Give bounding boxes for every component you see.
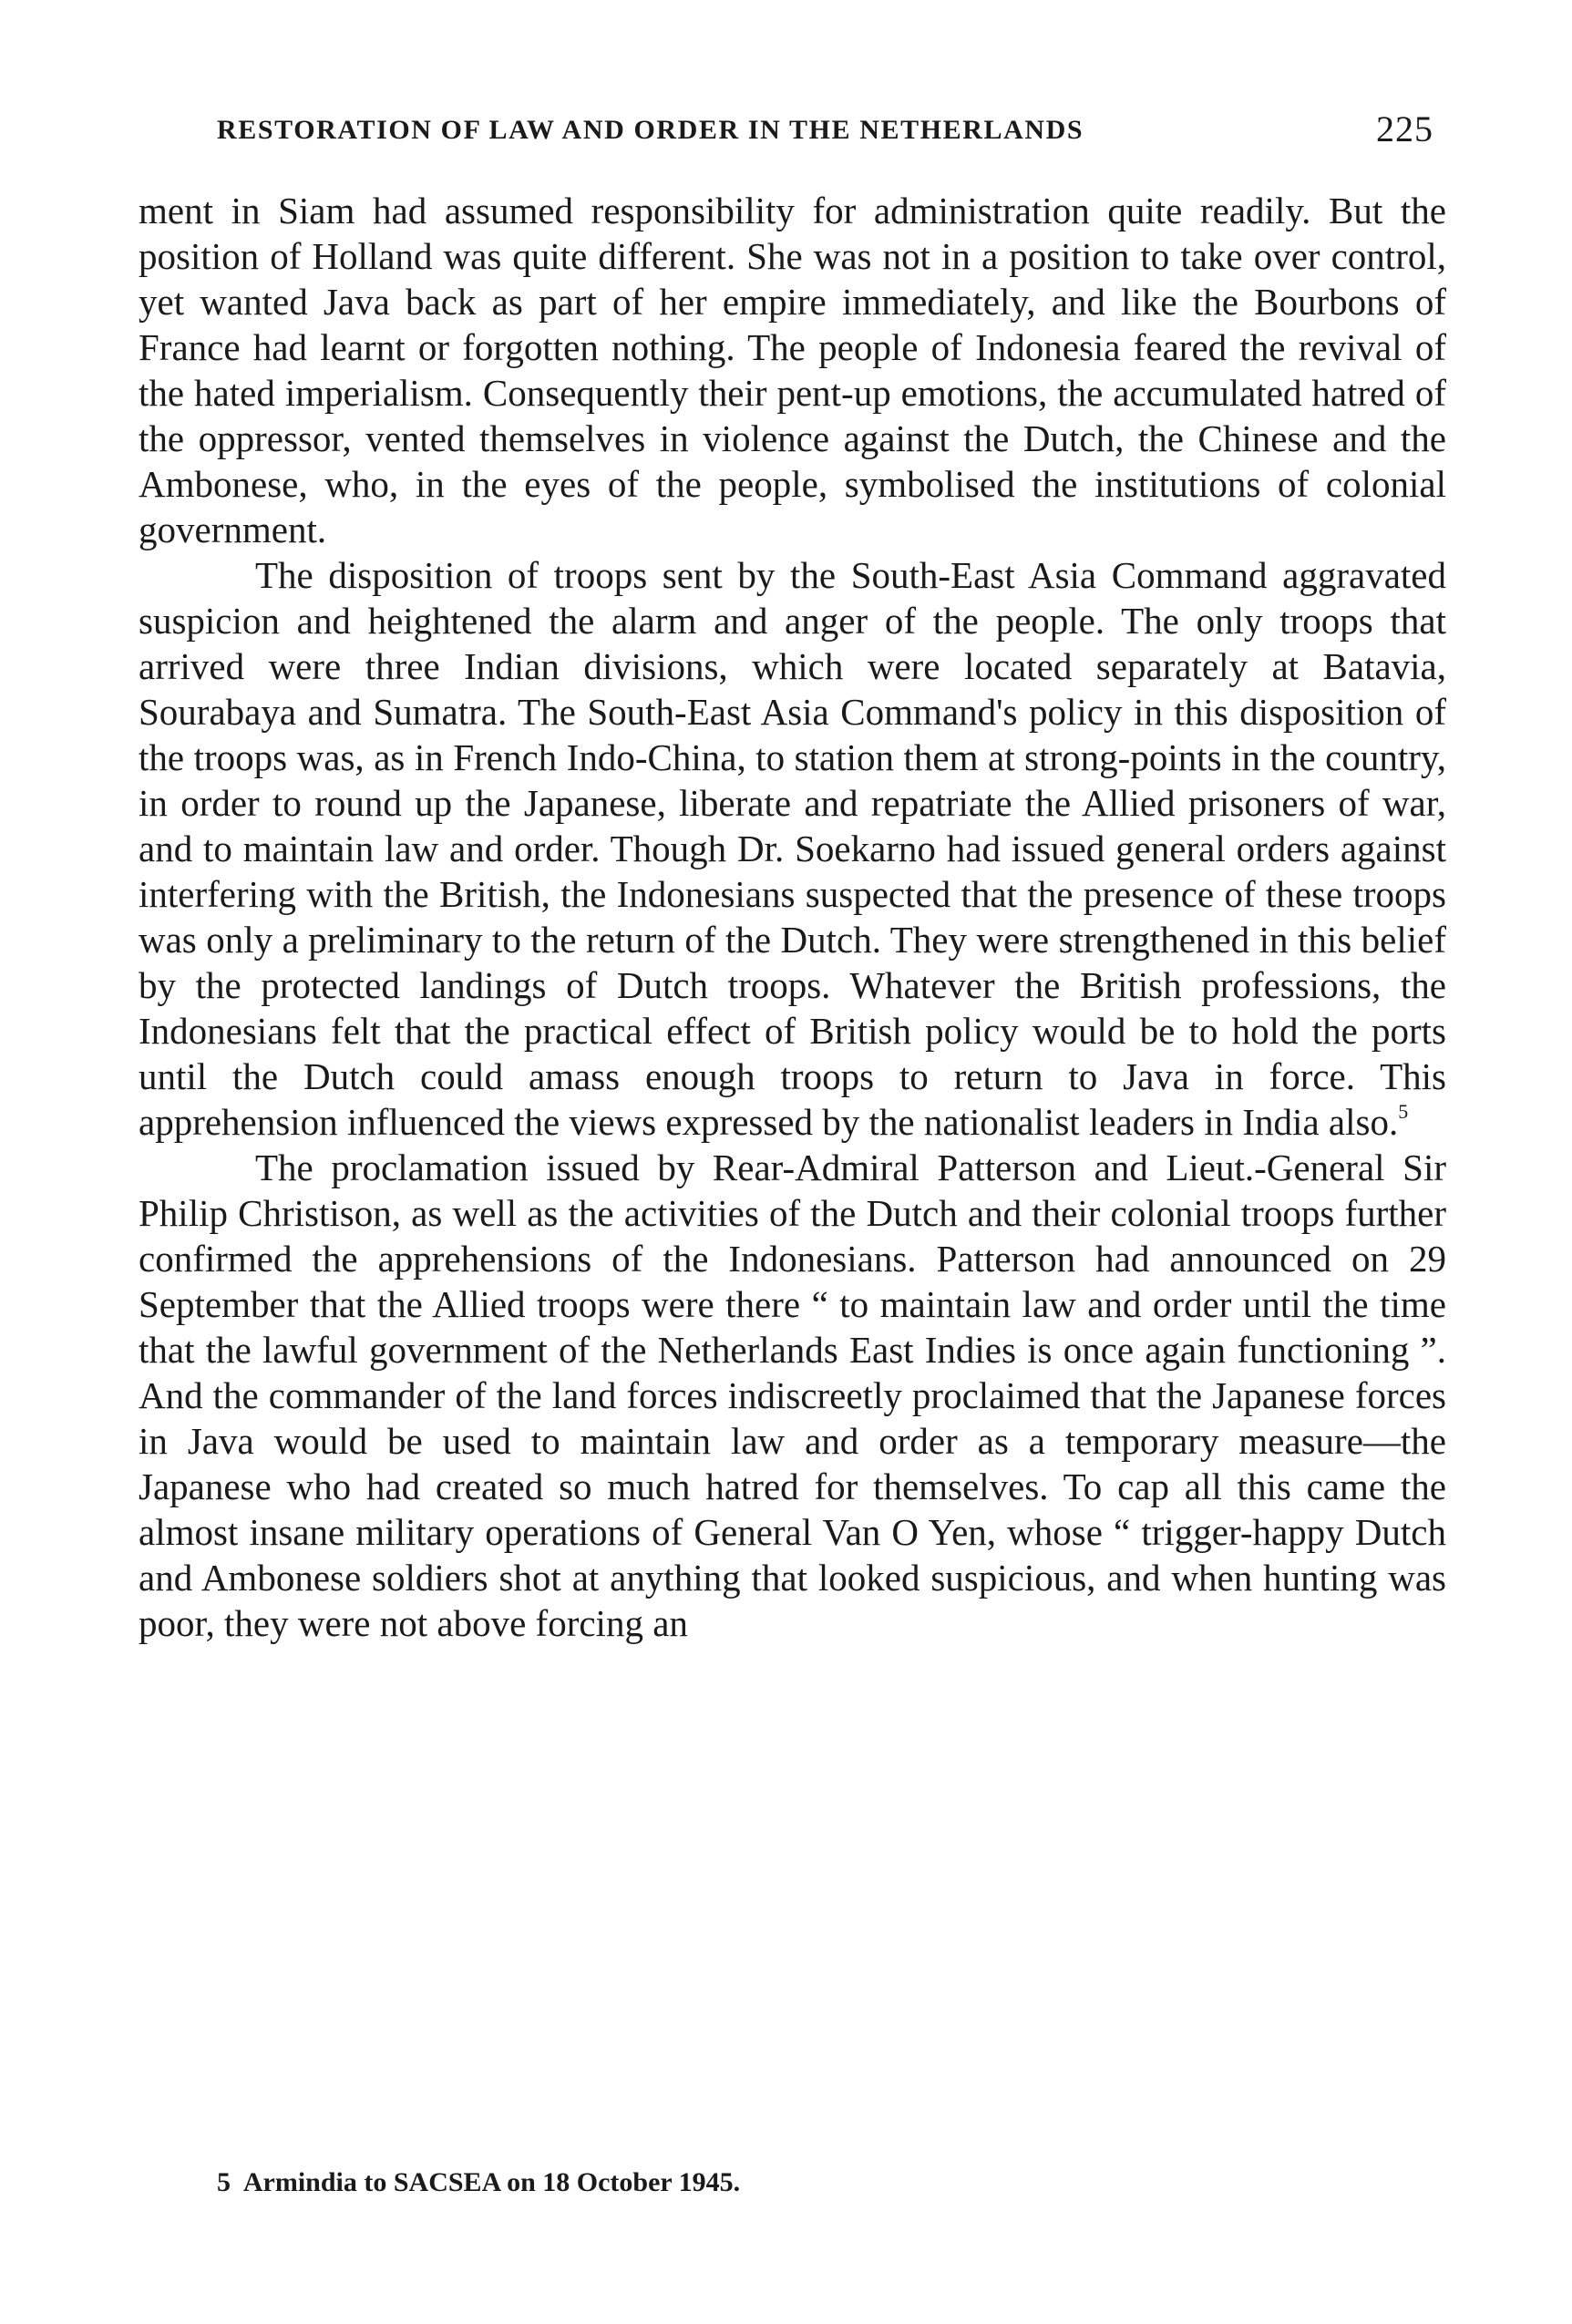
paragraph-text: The proclamation issued by Rear-Admiral Patterson and Lieut.-General Sir Philip Christison, as well as the activities of the Dutch and their colonial troops further confirmed the apprehensions of the Indonesians. Patterson had announced on 29 September that the Allied troops were there “ to maintain law and order until the time that the lawful government of the Netherlands East Indies is once again functioning ”. And the commander of the land forces indiscreetly proclaimed that the Japanese forces in Java would be used to maintain law and order as a temporary measure—the Japanese who had created so much hatred for themselves. To cap all this came the almost insane military operations of General Van O Yen, whose “ trigger-happy Dutch and Ambonese soldiers shot at anything that looked suspicious, and when hunting was poor, they were not above forcing an bbox=[139, 1147, 1446, 1644]
body-text bbox=[139, 188, 1446, 1646]
paragraph-troop-disposition bbox=[139, 552, 1446, 1145]
footnote-text: Armindia to SACSEA on 18 October 1945. bbox=[242, 2167, 741, 2197]
paragraph-continued bbox=[139, 188, 1446, 552]
page-number: 225 bbox=[1376, 108, 1433, 149]
running-head-title: RESTORATION OF LAW AND ORDER IN THE NETHERLANDS bbox=[217, 115, 1084, 145]
footnote-mark: 5 bbox=[217, 2167, 231, 2197]
running-head bbox=[217, 108, 1433, 162]
paragraph-text: ment in Siam had assumed responsibility for administration quite readily. But the position of Holland was quite different. She was not in a position to take over control, yet wanted Java back as part of her empire immediately, and like the Bourbons of France had learnt or forgotten nothing. The people of Indonesia feared the revival of the hated imperialism. Consequently their pent-up emotions, the accumulated hatred of the oppressor, vented themselves in violence against the Dutch, the Chinese and the Ambonese, who, in the eyes of the people, symbolised the institutions of colonial government. bbox=[139, 190, 1446, 550]
footnote bbox=[217, 2167, 1402, 2198]
paragraph-proclamation bbox=[139, 1145, 1446, 1646]
footnote-reference: 5 bbox=[1398, 1100, 1409, 1123]
paragraph-text: The disposition of troops sent by the South-East Asia Command aggravated suspicion and heightened the alarm and anger of the people. The only troops that arrived were three Indian divisions, which were located separately at Batavia, Sourabaya and Sumatra. The South-East Asia Command's policy in this disposition of the troops was, as in French Indo-China, to station them at strong-points in the country, in order to round up the Japanese, liberate and repatriate the Allied prisoners of war, and to maintain law and order. Though Dr. Soekarno had issued general orders against interfering with the British, the Indonesians suspected that the presence of these troops was only a preliminary to the return of the Dutch. They were strengthened in this belief by the protected landings of Dutch troops. Whatever the British professions, the Indonesians felt that the practical effect of British policy would be to hold the ports until the Dutch could amass enough troops to return to Java in force. This apprehension influenced the views expressed by the nationalist leaders in India also. bbox=[139, 554, 1446, 1143]
